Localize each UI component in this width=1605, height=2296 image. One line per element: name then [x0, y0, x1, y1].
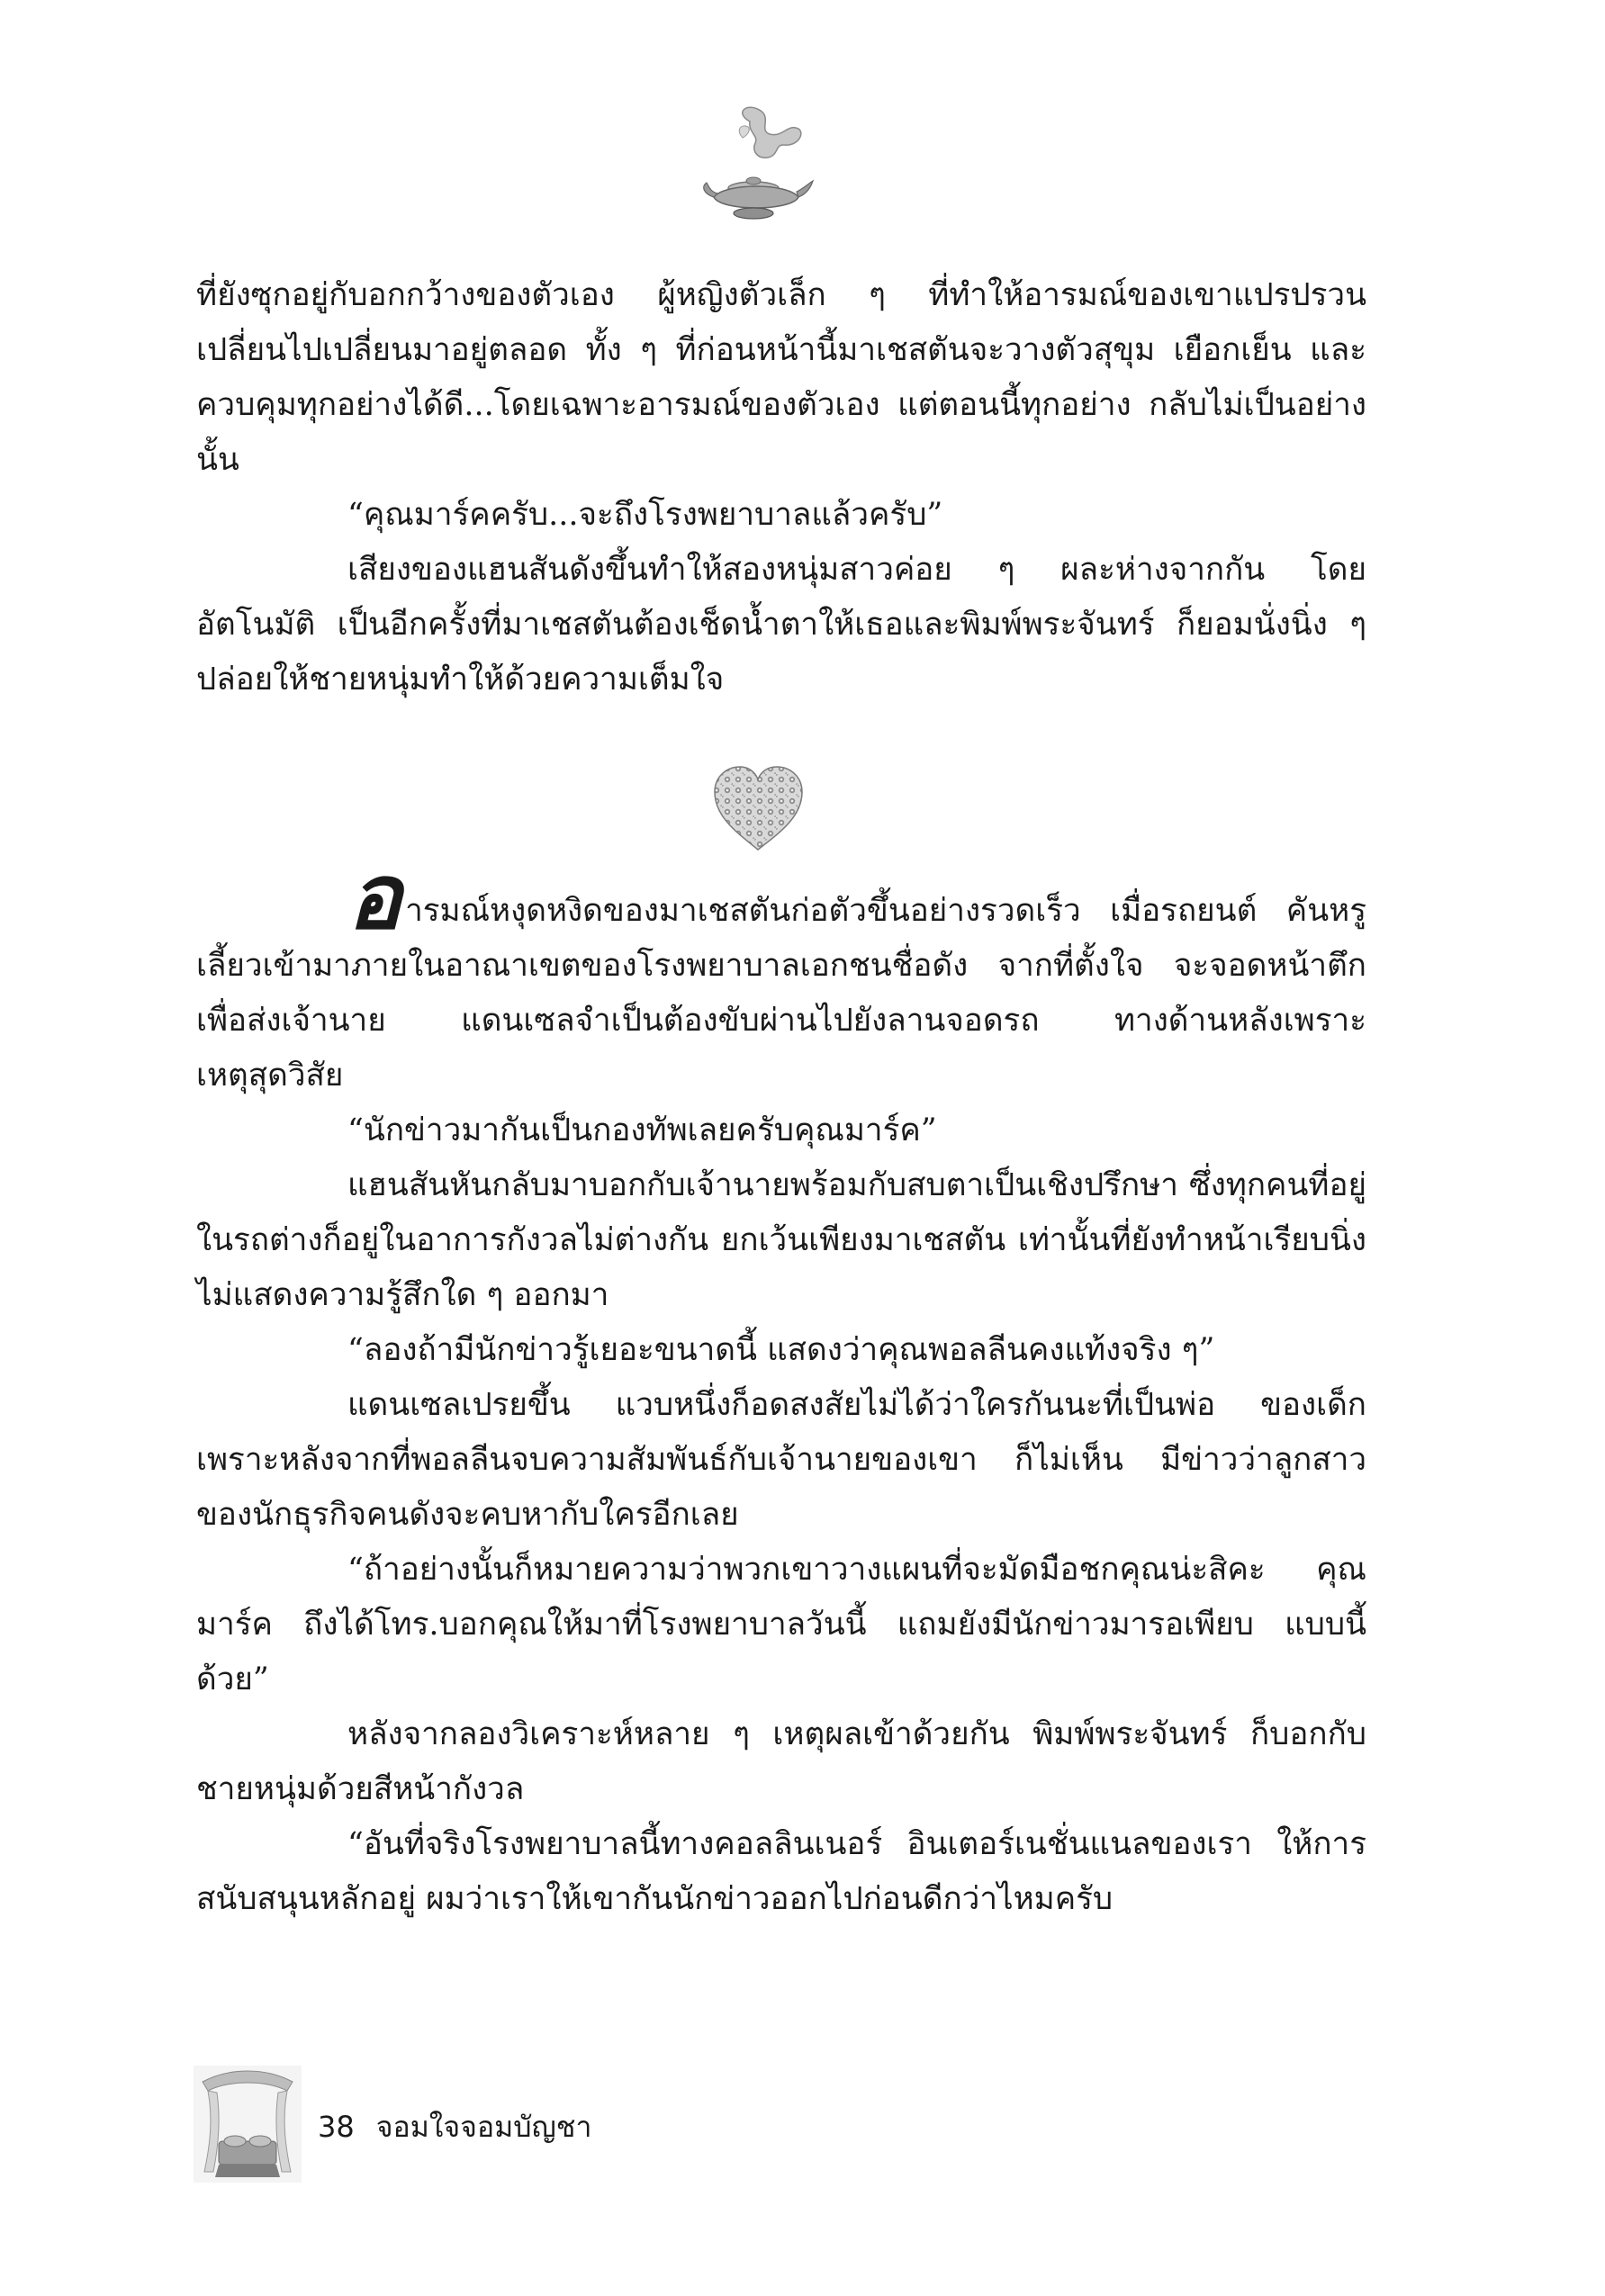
paragraph: ที่ยังซุกอยู่กับอกกว้างของตัวเอง ผู้หญิงตัวเล็ก ๆ ที่ทำให้อารมณ์ของเขาแปรปรวน เปลี่ยนไปเปลี่ยนมาอยู่ตลอด ทั้ง ๆ ที่ก่อนหน้านี้มาเชสตันจะวางตัวสุขุม เยือกเย็น และควบคุมทุกอย่างได้ดี...โดยเฉพาะอารมณ์ของตัวเอง แต่ตอนนี้ทุกอย่าง กลับไม่เป็นอย่างนั้น — [196, 277, 1366, 478]
paragraph: แดนเซลเปรยขึ้น แวบหนึ่งก็อดสงสัยไม่ได้ว่าใครกันนะที่เป็นพ่อ ของเด็ก เพราะหลังจากที่พอลลีนจบความสัมพันธ์กับเจ้านายของเขา ก็ไม่เห็น มีข่าวว่าลูกสาวของนักธุรกิจคนดังจะคบหากับใครอีกเลย — [196, 1387, 1366, 1533]
paragraph: “คุณมาร์คครับ...จะถึงโรงพยาบาลแล้วครับ” — [347, 497, 943, 533]
book-title: จอมใจจอมบัญชา — [375, 2110, 592, 2144]
page-footer — [318, 2104, 591, 2150]
body-text-bottom — [196, 843, 1366, 1927]
paragraph: “อันที่จริงโรงพยาบาลนี้ทางคอลลินเนอร์ อินเตอร์เนชั่นแนลของเรา ให้การสนับสนุนหลักอยู่ ผมว่าเราให้เขากันนักข่าวออกไปก่อนดีกว่าไหมครับ — [196, 1826, 1366, 1917]
page-number: 38 — [318, 2110, 355, 2144]
canopy-bed-icon — [194, 2066, 302, 2183]
paragraph: “ถ้าอย่างนั้นก็หมายความว่าพวกเขาวางแผนที่จะมัดมือชกคุณน่ะสิคะ คุณมาร์ค ถึงได้โทร.บอกคุณให้มาที่โรงพยาบาลวันนี้ แถมยังมีนักข่าวมารอเพียบ แบบนี้ด้วย” — [196, 1552, 1366, 1697]
paragraph-text: ารมณ์หงุดหงิดของมาเชสตันก่อตัวขึ้นอย่างรวดเร็ว เมื่อรถยนต์ คันหรูเลี้ยวเข้ามาภายในอาณาเขตของโรงพยาบาลเอกชนชื่อดัง จากที่ตั้งใจ จะจอดหน้าตึกเพื่อส่งเจ้านาย แดนเซลจำเป็นต้องขับผ่านไปยังลานจอดรถ ทางด้านหลังเพราะเหตุสุดวิสัย — [196, 893, 1366, 1094]
body-text-top — [196, 268, 1366, 707]
paragraph: หลังจากลองวิเคราะห์หลาย ๆ เหตุผลเข้าด้วยกัน พิมพ์พระจันทร์ ก็บอกกับชายหนุ่มด้วยสีหน้ากังวล — [196, 1716, 1366, 1807]
paragraph: แฮนสันหันกลับมาบอกกับเจ้านายพร้อมกับสบตาเป็นเชิงปรึกษา ซึ่งทุกคนที่อยู่ในรถต่างก็อยู่ในอาการกังวลไม่ต่างกัน ยกเว้นเพียงมาเชสตัน เท่านั้นที่ยังทำหน้าเรียบนิ่ง ไม่แสดงความรู้สึกใด ๆ ออกมา — [196, 1167, 1366, 1313]
paragraph: “ลองถ้ามีนักข่าวรู้เยอะขนาดนี้ แสดงว่าคุณพอลลีนคงแท้งจริง ๆ” — [347, 1332, 1215, 1368]
opening-paragraph — [196, 843, 1366, 1103]
floral-heart-icon — [711, 763, 806, 853]
genie-lamp-icon — [698, 104, 815, 230]
paragraph: “นักข่าวมากันเป็นกองทัพเลยครับคุณมาร์ค” — [347, 1112, 937, 1148]
paragraph: เสียงของแฮนสันดังขึ้นทำให้สองหนุ่มสาวค่อย ๆ ผละห่างจากกัน โดยอัตโนมัติ เป็นอีกครั้งที่มาเชสตันต้องเช็ดน้ำตาให้เธอและพิมพ์พระจันทร์ ก็ยอมนั่งนิ่ง ๆ ปล่อยให้ชายหนุ่มทำให้ด้วยความเต็มใจ — [196, 552, 1366, 698]
drop-cap: อ — [347, 843, 402, 950]
